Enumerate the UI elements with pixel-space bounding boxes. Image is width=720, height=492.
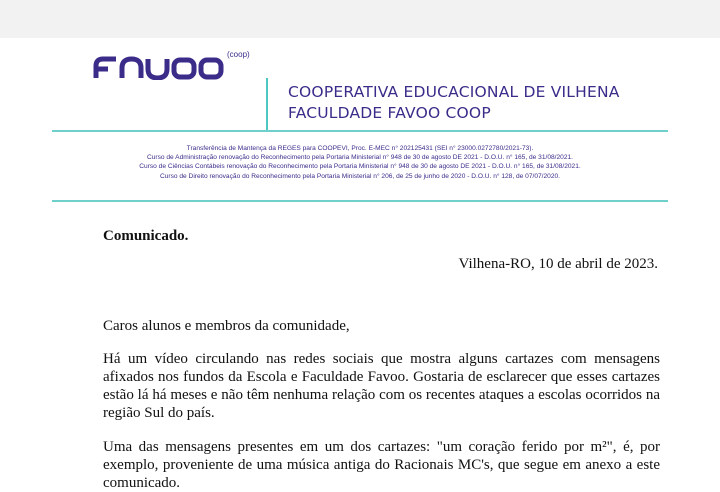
org-name-line1: COOPERATIVA EDUCACIONAL DE VILHENA [288, 83, 620, 101]
legal-notes [52, 144, 668, 181]
favoo-logo-wordmark [92, 50, 227, 80]
org-name [288, 82, 620, 124]
header-divider-vertical [266, 78, 268, 130]
viewer-top-bar [0, 0, 720, 38]
legal-line: Curso de Administração renovação do Reconhecimento pela Portaria Ministerial n° 948 de 30 de agosto DE 2021 - D.O.U. n° 165, de 31/08/2021. [146, 154, 574, 162]
logo-coop-suffix: (coop) [227, 50, 250, 59]
header-rule-bottom [52, 200, 668, 202]
document-subject: Comunicado. [103, 228, 189, 244]
header-rule-top [52, 130, 668, 132]
document-date: Vilhena-RO, 10 de abril de 2023. [458, 256, 658, 272]
paragraph: Uma das mensagens presentes em um dos cartazes: "um coração ferido por m²", é, por exemplo, proveniente de uma música antiga do Racionais MC's, que segue em anexo a este comunicado. [103, 439, 660, 491]
org-name-line2: FACULDADE FAVOO COOP [288, 104, 491, 122]
legal-line: Curso de Ciências Contábeis renovação do Reconhecimento pela Portaria Ministerial n° 948 de 30 de agosto DE 2021 - D.O.U. n° 165, de 31/08/2021. [139, 163, 581, 171]
paragraph: Há um vídeo circulando nas redes sociais que mostra alguns cartazes com mensagens afixados nos fundos da Escola e Faculdade Favoo. Gostaria de esclarecer que esses cartazes estão lá há meses e não têm nenhuma relação com os recentes ataques a escolas ocorridos na região Sul do país. [103, 351, 660, 421]
legal-line: Curso de Direito renovação do Reconhecimento pela Portaria Ministerial n° 206, de 25 de junho de 2020 - D.O.U. n° 128, de 07/07/2020. [159, 172, 561, 180]
favoo-logo [92, 50, 262, 94]
greeting: Caros alunos e membros da comunidade, [103, 318, 350, 334]
legal-line: Transferência de Mantença da REGES para COOPEVI, Proc. E-MEC n° 202125431 (SEI n° 23000.0272780/2021-73). [186, 145, 534, 152]
